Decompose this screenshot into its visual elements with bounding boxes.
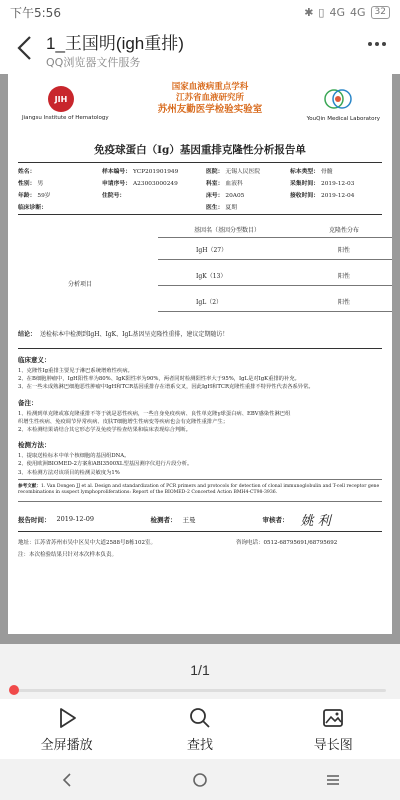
find-label: 查找 <box>186 736 213 752</box>
info-request-no: 申请序号： A23003000249 <box>102 181 178 187</box>
info-sample-type: 标本类型： 骨髓 <box>290 169 333 175</box>
report-time: 2019-12-09 <box>56 515 94 524</box>
result-table <box>18 225 382 321</box>
info-sample-no: 样本编号： YCP201901949 <box>102 169 179 175</box>
bottom-toolbar <box>0 699 400 759</box>
jih-logo-badge: JIH <box>48 86 74 112</box>
title-bar <box>0 24 400 74</box>
reviewer-signature: 姚 利 <box>300 513 331 529</box>
contact-info <box>18 538 382 546</box>
phone: 咨询电话：0512-68795691/68795692 <box>236 539 338 546</box>
info-doctor: 医生： 夏期 <box>206 205 238 211</box>
table-line <box>158 311 392 312</box>
vibrate-icon: ▯ <box>318 5 325 19</box>
find-button[interactable] <box>145 706 255 753</box>
status-indicators <box>304 6 390 19</box>
status-time: 下午5:56 <box>10 5 61 20</box>
gene-name: IgL（2） <box>196 299 223 306</box>
signal-1: 4G <box>329 5 346 19</box>
info-age: 年龄： 59岁 <box>18 193 51 199</box>
info-empty-2 <box>290 202 394 211</box>
table-row <box>158 245 392 254</box>
back-arrow-icon[interactable] <box>14 33 36 63</box>
org-line-3: 苏州友勤医学检验实验室 <box>157 104 263 115</box>
document-viewer[interactable] <box>0 74 400 644</box>
organization-names <box>118 82 302 115</box>
table-line <box>158 285 392 286</box>
conclusion <box>18 329 382 338</box>
play-icon <box>55 706 79 730</box>
table-line <box>158 259 392 260</box>
report-time-label: 报告时间： <box>18 515 51 524</box>
org-line-2: 江苏省血液研究所 <box>175 93 244 103</box>
info-collect-time: 采集时间： 2019-12-03 <box>290 181 355 187</box>
gene-name: IgK（13） <box>196 273 227 280</box>
system-nav-bar <box>0 759 400 800</box>
info-bed-no: 床号： 20A05 <box>206 193 245 199</box>
references: 参考文献：1. Van Dongen JJ et al. Design and standardization of PCR primers and protocols for detection of clonal immunoglobulin and T-cell receptor gene recombinations in suspect lymphoproliferations: Report of the BIOMED-2 Concerted Action BMH4-CT98-3936. <box>18 483 380 496</box>
col-result: 克隆性分布 <box>328 227 359 234</box>
info-diagnosis: 临床诊断： <box>18 205 47 211</box>
clinical-text: 1、克隆性Ig重排主要见于淋巴系统增殖性疾病。 2、在B细胞肿瘤中，IgH阳性率为80%、IgK阳性率为90%，两者同时检测阳性率大于95%，IgL是对IgK重排的补充。 3、在一些未成熟淋巴细胞恶性肿瘤中IgH和TCR基因重排存在谱系交叉，因此IgH和TCR克隆性重排不特异性代表各系异常。 <box>18 368 314 391</box>
nav-home-icon[interactable] <box>192 772 208 788</box>
info-empty-1 <box>102 202 206 211</box>
method-title: 检测方法： <box>18 441 51 450</box>
divider <box>18 162 382 163</box>
info-admission-no: 住院号： <box>102 193 126 199</box>
gene-name: IgH（27） <box>196 247 228 254</box>
page-navigator <box>0 644 400 699</box>
more-options-icon[interactable] <box>368 42 386 46</box>
image-export-icon <box>321 706 345 730</box>
page-progress-track[interactable] <box>14 689 386 692</box>
clinical-title: 临床意义： <box>18 356 51 364</box>
search-icon <box>188 706 212 730</box>
result-table-header <box>158 225 392 234</box>
jih-logo <box>22 86 108 121</box>
report-header <box>18 80 382 142</box>
report-title: 免疫球蛋白（Ig）基因重排克隆性分析报告单 <box>94 144 306 156</box>
page-title: 1_王国明(igh重排) <box>46 34 184 53</box>
divider <box>18 531 382 532</box>
divider <box>18 479 382 480</box>
info-name: 姓名： <box>18 169 36 175</box>
info-department: 科室： 血液科 <box>206 181 243 187</box>
col-gene: 基因名（基因分型数目） <box>193 227 260 234</box>
youqin-logo <box>290 86 380 122</box>
info-gender: 性别： 男 <box>18 181 44 187</box>
page-subtitle: QQ浏览器文件服务 <box>46 56 141 69</box>
report-note: 注：本次检验结果只针对本次样本负责。 <box>18 551 118 558</box>
fullscreen-button[interactable] <box>12 706 122 753</box>
conclusion-label: 结论： <box>18 331 37 338</box>
tester: 王曼 <box>182 515 196 524</box>
nav-menu-icon[interactable] <box>325 772 341 788</box>
info-receive-time: 接收时间： 2019-12-04 <box>290 193 355 199</box>
gene-result: 阳性 <box>337 273 350 280</box>
info-hospital: 医院： 无锡人民医院 <box>206 169 261 175</box>
gene-result: 阳性 <box>337 299 350 306</box>
gene-result: 阳性 <box>337 247 350 254</box>
remark-text: 1、检测到单克隆或寡克隆重排不等于就是恶性疾病，一些自身免疫疾病、良性单克隆γ球蛋白病、EBV感染性淋巴组 织增生性疾病、免疫调节异常疾病、皮肤T细胞增生性病变等疾病也会有克隆性重排产生； 2、本检测结果请结合其它形态学及免疫学检查结果和临床表现综合判断。 <box>18 410 291 434</box>
org-line-1: 国家血液病重点学科 <box>171 82 249 92</box>
report-signoff <box>18 510 382 529</box>
fullscreen-label: 全屏播放 <box>40 736 93 752</box>
divider <box>18 348 382 349</box>
analysis-item-label: 分析项目 <box>68 281 93 288</box>
report-page <box>8 74 392 634</box>
nav-back-icon[interactable] <box>59 772 75 788</box>
remark-title: 备注： <box>18 398 38 407</box>
table-row <box>158 297 392 306</box>
page-progress-handle[interactable] <box>9 685 19 695</box>
bluetooth-icon: ✱ <box>304 5 314 19</box>
divider <box>18 501 382 502</box>
youqin-logo-caption: YouQin Medical Laboratory <box>306 116 380 122</box>
jih-logo-caption: Jiangsu Institute of Hematology <box>22 115 109 121</box>
tester-label: 检测者： <box>150 515 177 524</box>
page-indicator: 1/1 <box>190 662 210 678</box>
method-text: 1、提取送检标本中单个核细胞的基因组DNA。 2、使用欧洲BIOMED-2方案和ABI3500XL型基因测序仪进行片段分析。 3、本检测方法对该项目的检测灵敏度为1% <box>18 453 193 476</box>
patient-info <box>18 166 382 211</box>
export-image-label: 导长图 <box>313 736 353 752</box>
conclusion-text: 送检标本中检测到IgH、IgK、IgL基因呈克隆性重排，建议定期随访！ <box>40 331 229 338</box>
table-line <box>158 237 392 238</box>
status-bar <box>0 0 400 24</box>
battery-icon: 32 <box>371 6 390 19</box>
export-image-button[interactable] <box>278 706 388 753</box>
address: 地址：江苏省苏州市吴中区吴中大道2588号8栋102室。 <box>18 539 156 546</box>
reviewer-label: 审核者： <box>262 515 289 524</box>
table-row <box>158 271 392 280</box>
divider <box>18 214 382 215</box>
youqin-logo-icon <box>320 86 360 112</box>
signal-2: 4G <box>350 5 366 19</box>
